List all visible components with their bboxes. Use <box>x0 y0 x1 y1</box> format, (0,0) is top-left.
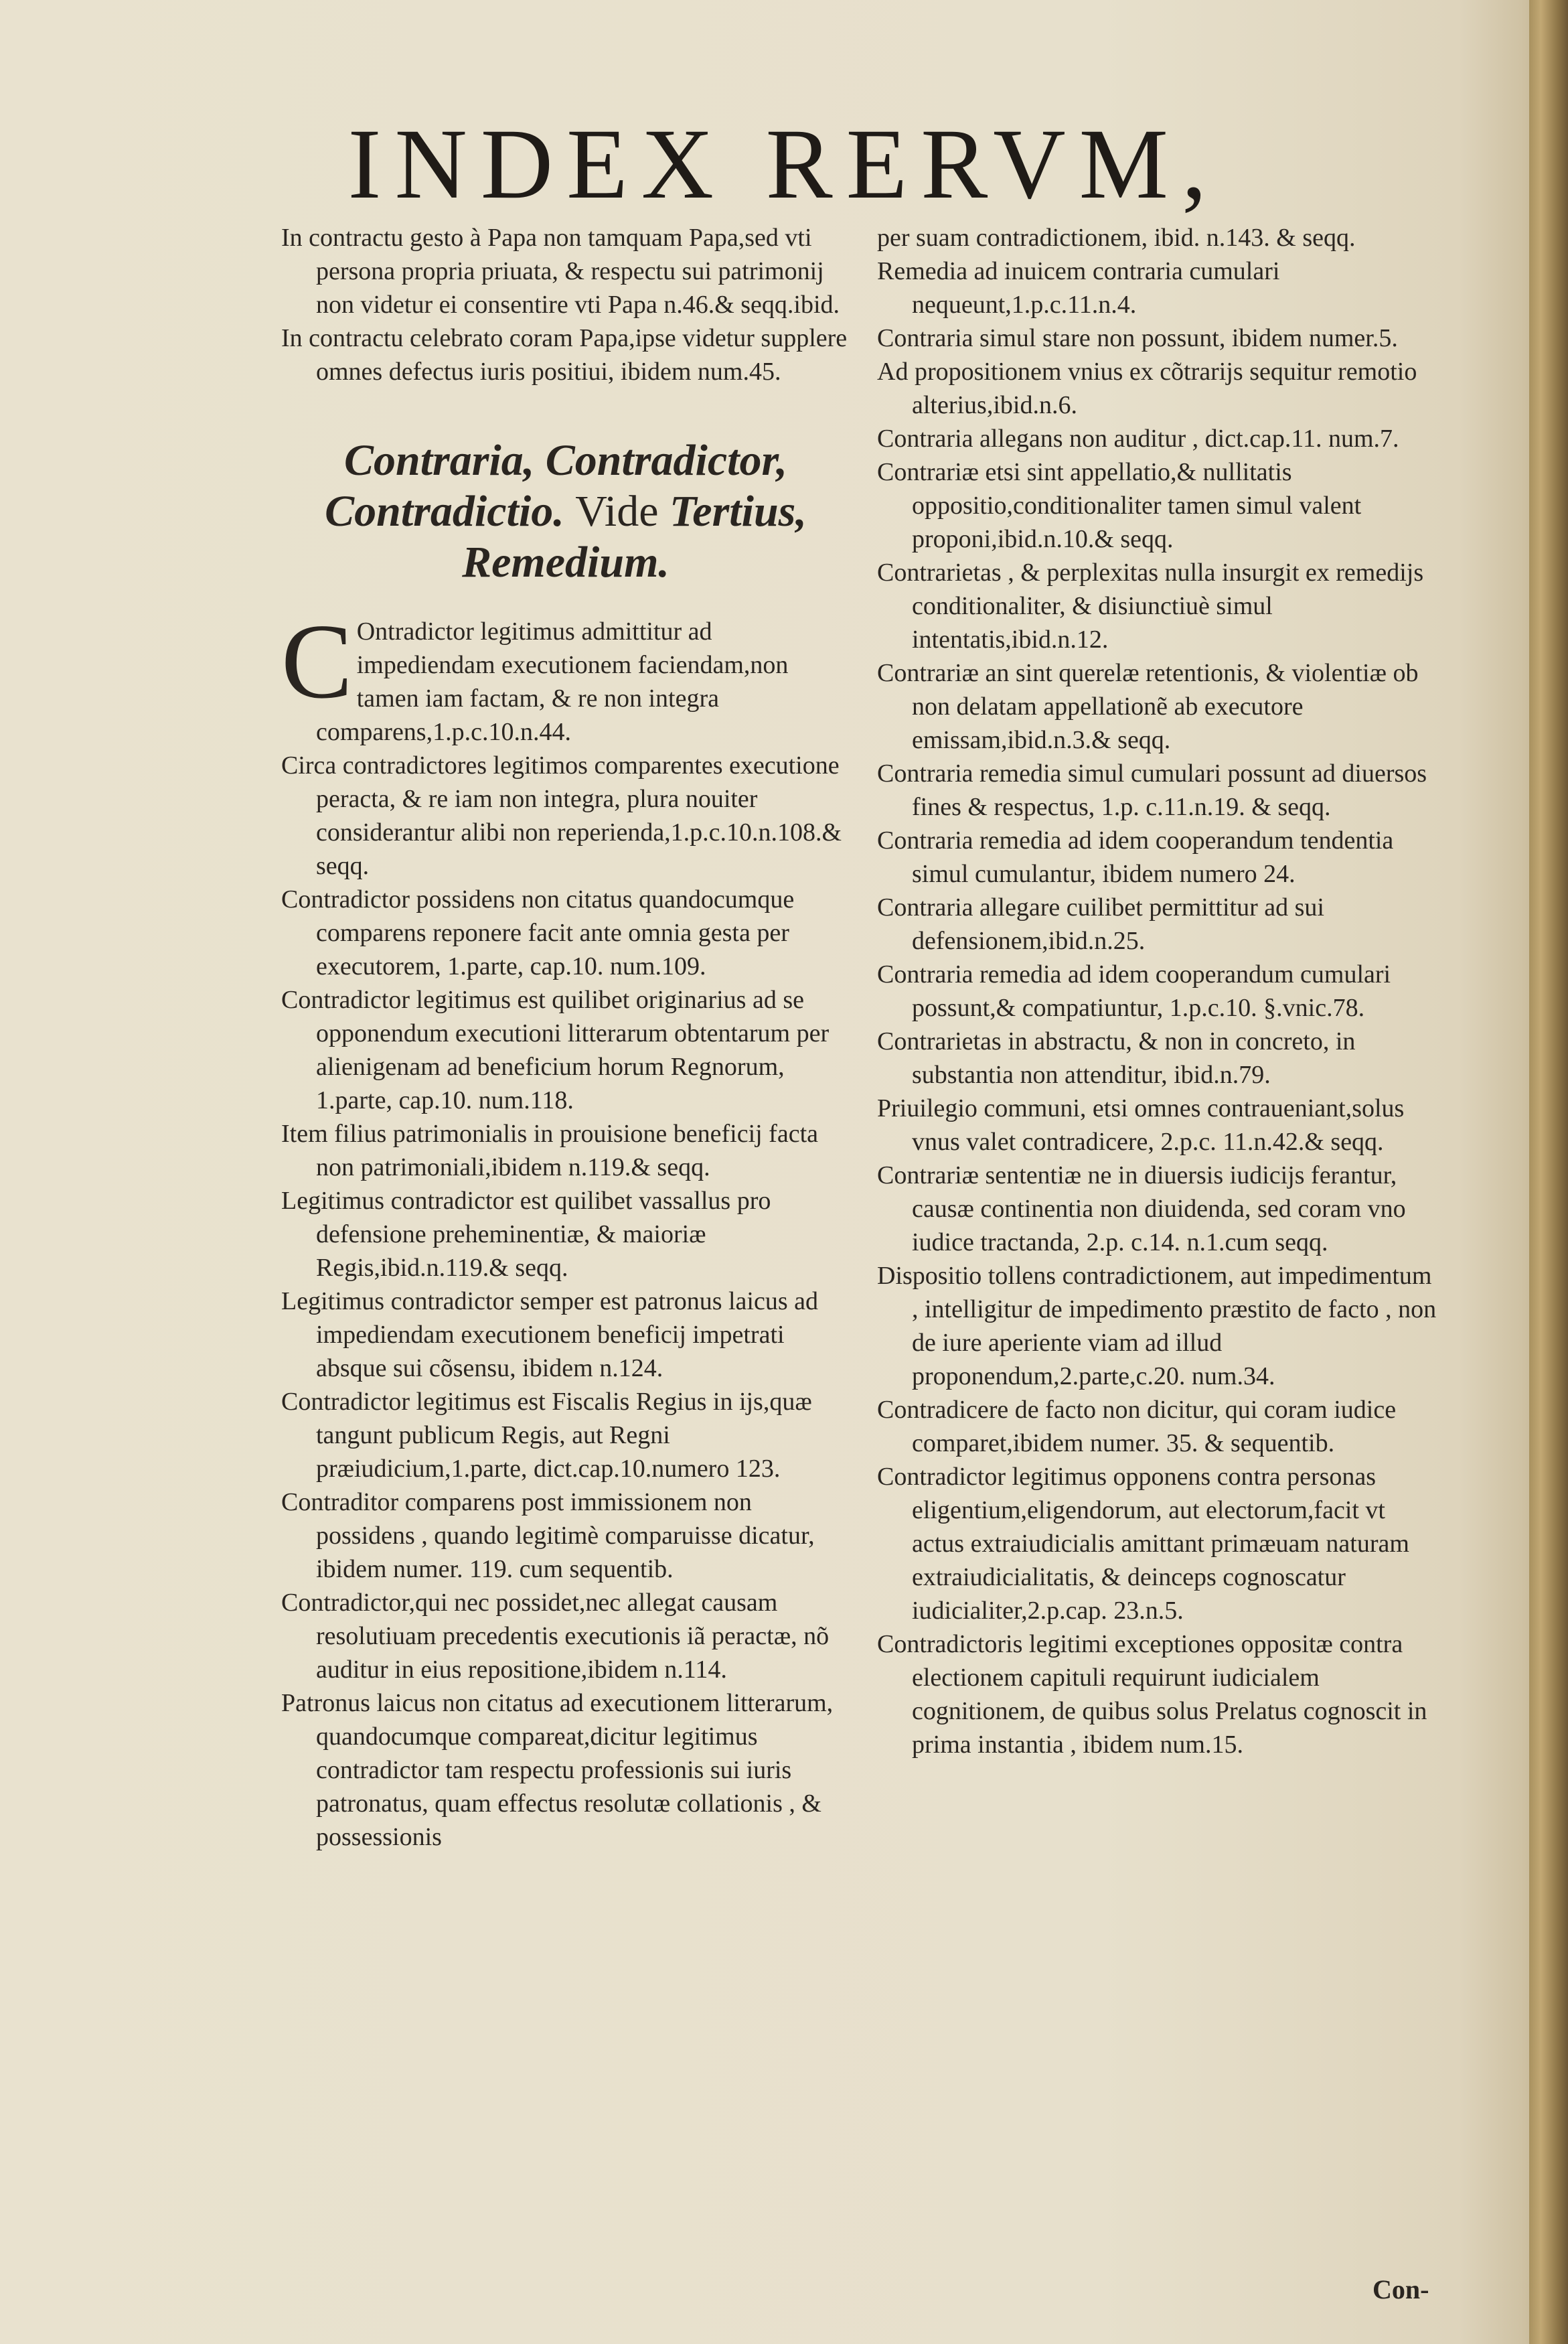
index-entry: Patronus laicus non citatus ad executionem litterarum, quandocumque compareat,dicitur legitimus contradictor tam respectu professionis sui iuris patronatus, quam effectus resolutæ collationis , & possessionis <box>281 1689 834 1851</box>
index-entry: Contraria simul stare non possunt, ibidem numer.5. <box>877 324 1398 352</box>
catchword: Con- <box>1373 2274 1429 2304</box>
index-entry: Contraria allegare cuilibet permittitur ad sui defensionem,ibid.n.25. <box>877 893 1324 955</box>
index-entry: Contradictor,qui nec possidet,nec allegat causam resolutiuam precedentis executionis iã peractæ, nõ auditur in eius repositione,ibidem n.114. <box>281 1589 830 1684</box>
section-heading-terms: Contraria, Contradictor, Contradictio. <box>325 436 788 536</box>
index-entry: Contrariæ etsi sint appellatio,& nullitatis oppositio,conditionaliter tamen simul valent proponi,ibid.n.10.& seqq. <box>877 458 1362 553</box>
first-entry-text: Ontradictor legitimus admittitur ad impediendam executionem faciendam,non tamen iam factam, & re non integra comparens,1.p.c.10.n.44. <box>316 617 789 746</box>
index-entry: Circa contradictores legitimos comparentes executione peracta, & re iam non integra, plura nouiter considerantur alibi non reperienda,1.p.c.10.n.108.& seqq. <box>281 751 842 880</box>
section-heading-reference: Tertius, Remedium. <box>462 487 807 587</box>
index-entry: Contraria remedia ad idem cooperandum tendentia simul cumulantur, ibidem numero 24. <box>877 826 1394 888</box>
page-edge <box>1529 0 1568 2344</box>
index-entry: Contradictor legitimus est quilibet originarius ad se opponendum executioni litterarum obtentarum per alienigenam ad beneficium horum Regnorum, 1.parte, cap.10. num.118. <box>281 986 830 1114</box>
index-entry: In contractu celebrato coram Papa,ipse videtur supplere omnes defectus iuris positiui, ibidem num.45. <box>281 324 848 386</box>
left-column <box>281 221 850 1854</box>
index-entry-first <box>281 601 850 749</box>
index-entry: Contrariæ sententiæ ne in diuersis iudicijs ferantur, causæ continentia non diuidenda, sed coram vno iudice tractanda, 2.p. c.14. n.1.cum seqq. <box>877 1161 1406 1256</box>
section-heading-see: Vide <box>575 487 659 536</box>
index-entry: Contraria remedia simul cumulari possunt ad diuersos fines & respectus, 1.p. c.11.n.19. & seqq. <box>877 759 1427 821</box>
index-entry: Remedia ad inuicem contraria cumulari nequeunt,1.p.c.11.n.4. <box>877 257 1280 319</box>
right-column <box>877 221 1443 1761</box>
index-entry: Contradictor legitimus est Fiscalis Regius in ijs,quæ tangunt publicum Regis, aut Regni præiudicium,1.parte, dict.cap.10.numero 123. <box>281 1388 812 1483</box>
index-entry: In contractu gesto à Papa non tamquam Papa,sed vti persona propria priuata, & respectu sui patrimonij non videtur ei consentire vti Papa n.46.& seqq.ibid. <box>281 224 840 319</box>
section-heading <box>281 435 850 588</box>
index-entry: Contradictoris legitimi exceptiones oppositæ contra electionem capituli requirunt iudicialem cognitionem, de quibus solus Prelatus cognoscit in prima instantia , ibidem num.15. <box>877 1630 1427 1759</box>
index-entry: Legitimus contradictor semper est patronus laicus ad impediendam executionem beneficij impetrati absque sui cõsensu, ibidem n.124. <box>281 1287 818 1382</box>
index-entry: Contrarietas , & perplexitas nulla insurgit ex remedijs conditionaliter, & disiunctiuè simul intentatis,ibid.n.12. <box>877 559 1424 654</box>
index-entry: Contraria remedia ad idem cooperandum cumulari possunt,& compatiuntur, 1.p.c.10. §.vnic.78. <box>877 960 1391 1022</box>
index-entry: Contraditor comparens post immissionem non possidens , quando legitimè comparuisse dicatur, ibidem numer. 119. cum sequentib. <box>281 1488 815 1583</box>
index-entry: Priuilegio communi, etsi omnes contraueniant,solus vnus valet contradicere, 2.p.c. 11.n.42.& seqq. <box>877 1094 1405 1156</box>
index-entry: Contradicere de facto non dicitur, qui coram iudice comparet,ibidem numer. 35. & sequentib. <box>877 1396 1397 1457</box>
index-entry: Contraria allegans non auditur , dict.cap.11. num.7. <box>877 425 1399 453</box>
index-entry: Contrarietas in abstractu, & non in concreto, in substantia non attenditur, ibid.n.79. <box>877 1027 1356 1089</box>
index-entry: per suam contradictionem, ibid. n.143. & seqq. <box>877 224 1356 252</box>
index-entry: Dispositio tollens contradictionem, aut impedimentum , intelligitur de impedimento præstito de facto , non de iure aperiente viam ad illud proponendum,2.parte,c.20. num.34. <box>877 1262 1437 1390</box>
index-entry: Contrariæ an sint querelæ retentionis, & violentiæ ob non delatam appellationẽ ab executore emissam,ibid.n.3.& seqq. <box>877 659 1419 754</box>
index-entry: Contradictor legitimus opponens contra personas eligentium,eligendorum, aut electorum,facit vt actus extraiudicialis amittant primæuam naturam extraiudicialitatis, & deinceps cognoscatur iudicialiter,2.p.cap. 23.n.5. <box>877 1463 1409 1625</box>
running-title: INDEX RERVM, <box>347 108 1221 220</box>
drop-capital: C <box>281 601 353 721</box>
index-entry: Contradictor possidens non citatus quandocumque comparens reponere facit ante omnia gesta per executorem, 1.parte, cap.10. num.109. <box>281 885 795 980</box>
index-entry: Item filius patrimonialis in prouisione beneficij facta non patrimoniali,ibidem n.119.& seqq. <box>281 1120 818 1181</box>
index-entry: Legitimus contradictor est quilibet vassallus pro defensione preheminentiæ, & maioriæ Regis,ibid.n.119.& seqq. <box>281 1187 771 1282</box>
index-entry: Ad propositionem vnius ex cõtrarijs sequitur remotio alterius,ibid.n.6. <box>877 358 1417 419</box>
